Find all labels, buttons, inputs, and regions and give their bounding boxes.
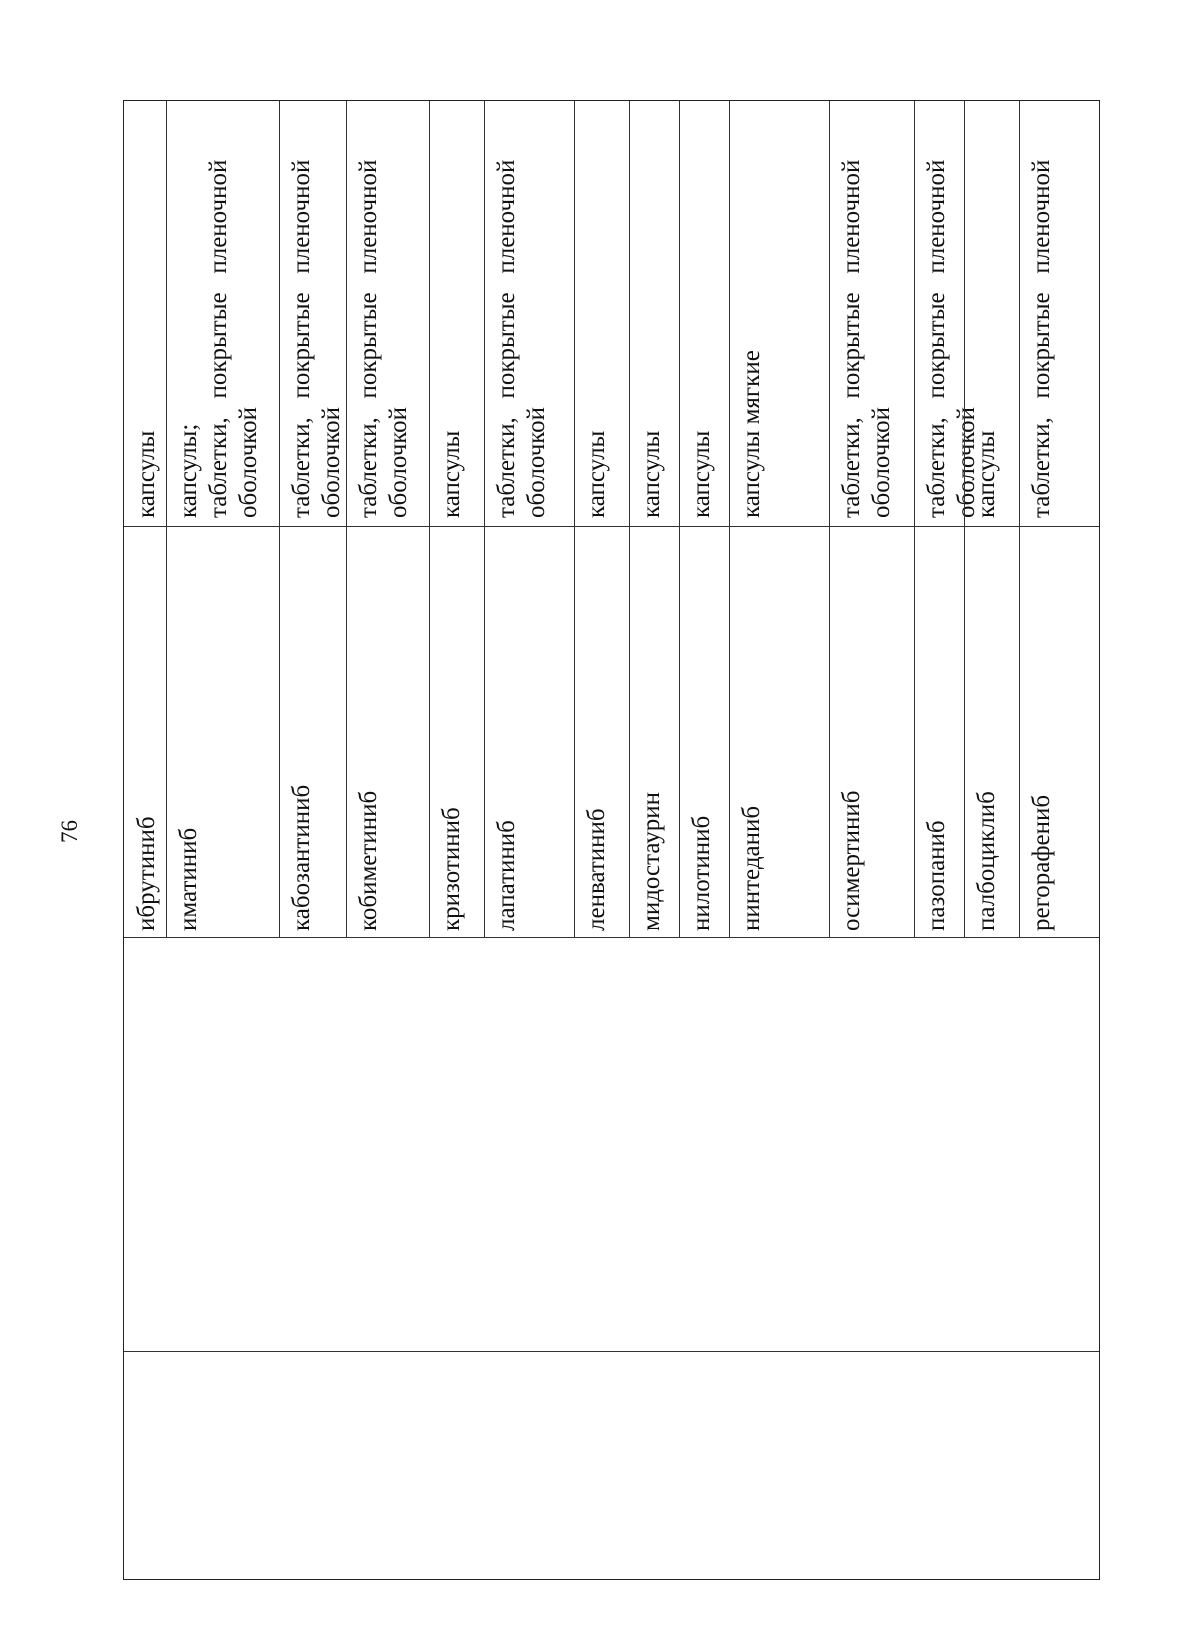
drug-name: кабозантиниб — [288, 784, 315, 931]
row-divider — [429, 101, 430, 937]
dosage-form-line: таблетки, покрытые пленочной — [205, 159, 232, 518]
row-divider — [679, 101, 680, 937]
drug-name: осимертиниб — [838, 790, 865, 931]
row-divider — [629, 101, 630, 937]
row-divider — [729, 101, 730, 937]
column-divider-code-group — [124, 1351, 1099, 1352]
drug-name: регорафениб — [1028, 794, 1055, 931]
drug-name: иматиниб — [175, 827, 202, 931]
drug-name: ибрутиниб — [133, 816, 160, 931]
row-divider — [1019, 101, 1020, 937]
column-divider-group-drug — [124, 937, 1099, 938]
drug-name: пазопаниб — [923, 820, 950, 931]
dosage-form-line: таблетки, покрытые пленочной — [493, 159, 520, 518]
dosage-form-line: капсулы — [638, 430, 665, 518]
drug-name: нилотиниб — [688, 815, 715, 931]
dosage-form-line: таблетки, покрытые пленочной — [838, 159, 865, 518]
dosage-form-line: оболочкой — [953, 406, 980, 518]
row-divider — [829, 101, 830, 937]
drug-name: палбоциклиб — [973, 791, 1000, 931]
dosage-form-line: оболочкой — [235, 406, 262, 518]
dosage-form-line: капсулы — [583, 430, 610, 518]
dosage-form-line: капсулы — [973, 430, 1000, 518]
row-divider — [279, 101, 280, 937]
drug-name: лапатиниб — [493, 820, 520, 931]
row-divider — [484, 101, 485, 937]
dosage-form-line: таблетки, покрытые пленочной — [355, 159, 382, 518]
document-table — [123, 100, 1100, 1580]
row-divider — [166, 101, 167, 937]
column-divider-drug-form — [124, 526, 1099, 527]
drug-name: ленватиниб — [583, 808, 610, 931]
dosage-form-line: оболочкой — [868, 406, 895, 518]
dosage-form-line: капсулы — [438, 430, 465, 518]
dosage-form-line: оболочкой — [523, 406, 550, 518]
drug-name: кризотиниб — [438, 807, 465, 931]
dosage-form-line: оболочкой — [385, 406, 412, 518]
page-number: 76 — [57, 820, 82, 843]
row-divider — [914, 101, 915, 937]
drug-name: мидостаурин — [638, 792, 665, 931]
dosage-form-line: таблетки, покрытые пленочной — [288, 159, 315, 518]
drug-name: кобиметиниб — [355, 790, 382, 931]
dosage-form-line: капсулы; — [175, 423, 202, 518]
dosage-form-line: таблетки, покрытые пленочной — [923, 159, 950, 518]
row-divider — [346, 101, 347, 937]
dosage-form-line: капсулы — [133, 430, 160, 518]
row-divider — [964, 101, 965, 937]
drug-name: нинтеданиб — [738, 805, 765, 931]
dosage-form-line: таблетки, покрытые пленочной — [1028, 159, 1055, 518]
dosage-form-line: капсулы — [688, 430, 715, 518]
row-divider — [574, 101, 575, 937]
dosage-form-line: оболочкой — [318, 406, 345, 518]
dosage-form-line: капсулы мягкие — [738, 350, 765, 518]
